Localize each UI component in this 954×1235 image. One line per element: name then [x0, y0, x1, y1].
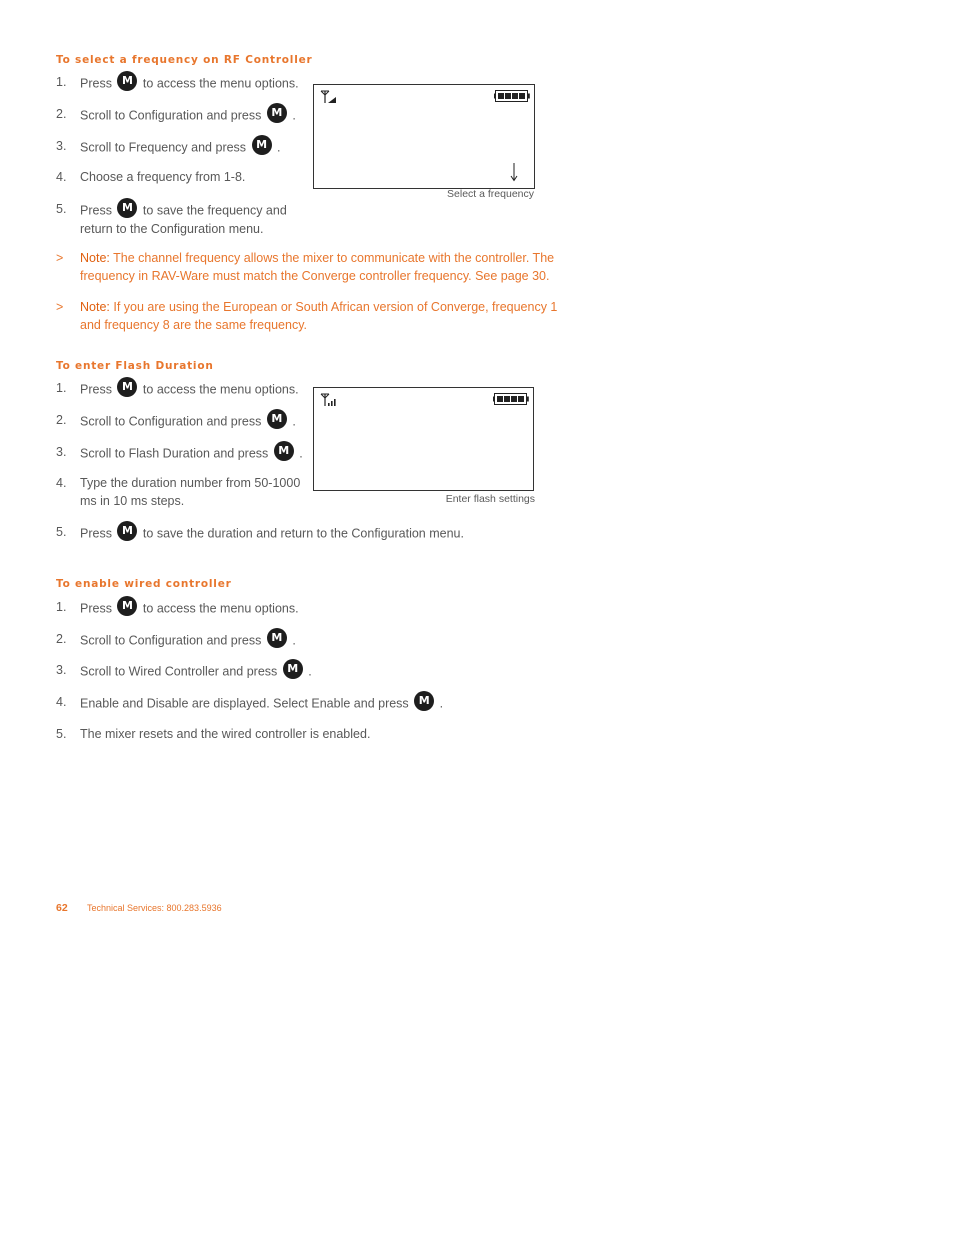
step-number: 4.	[56, 476, 67, 490]
step-number: 1.	[56, 381, 67, 395]
step-number: 3.	[56, 663, 67, 677]
screen-caption: Select a frequency	[447, 188, 534, 200]
step-number: 5.	[56, 727, 67, 741]
step-text: .	[299, 446, 303, 461]
step-text: Press	[80, 526, 112, 541]
step-text: Press	[80, 203, 112, 218]
step-number: 1.	[56, 75, 67, 89]
m-button-icon: M	[267, 409, 287, 429]
note-text: The channel frequency allows the mixer to communicate with the controller. The	[109, 251, 555, 265]
step-text: Scroll to Configuration and press	[80, 108, 262, 123]
step-text: .	[292, 633, 296, 648]
screen-caption: Enter flash settings	[445, 493, 535, 505]
section-heading-flash-duration: To enter Flash Duration	[56, 360, 214, 372]
step-text: Choose a frequency from 1-8.	[80, 170, 246, 184]
step-text: Enable and Disable are displayed. Select Enable and press	[80, 696, 409, 711]
m-button-icon: M	[274, 441, 294, 461]
step-text: to access the menu options.	[142, 76, 299, 91]
step-text: to save the duration and return to the Configuration menu.	[142, 526, 464, 541]
m-button-icon: M	[252, 135, 272, 155]
step-text: Press	[80, 382, 112, 397]
footer-contact: Technical Services: 800.283.5936	[87, 903, 222, 913]
page-number: 62	[56, 902, 68, 914]
step-text-continued: ms in 10 ms steps.	[80, 493, 185, 508]
section-heading-wired-controller: To enable wired controller	[56, 578, 232, 590]
m-button-icon: M	[117, 377, 137, 397]
note-marker: >	[56, 300, 64, 314]
battery-icon	[493, 393, 529, 405]
step-number: 4.	[56, 695, 67, 709]
step-number: 5.	[56, 525, 67, 539]
note-marker: >	[56, 251, 64, 265]
step-text: Press	[80, 76, 112, 91]
step-text: Scroll to Frequency and press	[80, 140, 247, 155]
section-heading-frequency: To select a frequency on RF Controller	[56, 54, 313, 66]
note-label: Note:	[80, 300, 110, 314]
step-text: Scroll to Wired Controller and press	[80, 664, 278, 679]
step-text: Scroll to Flash Duration and press	[80, 446, 269, 461]
antenna-signal-icon	[320, 90, 338, 104]
step-text: to access the menu options.	[142, 601, 299, 616]
step-number: 4.	[56, 170, 67, 184]
step-text: to access the menu options.	[142, 382, 299, 397]
battery-icon	[494, 90, 530, 102]
step-number: 3.	[56, 445, 67, 459]
step-text: .	[308, 664, 312, 679]
m-button-icon: M	[414, 691, 434, 711]
down-arrow-icon	[510, 162, 518, 182]
lcd-screen-frequency	[313, 84, 535, 189]
m-button-icon: M	[117, 198, 137, 218]
note-text: If you are using the European or South African version of Converge, frequency 1	[109, 300, 558, 314]
step-text: to save the frequency and	[142, 203, 287, 218]
note-text-continued: and frequency 8 are the same frequency.	[80, 317, 307, 332]
note-text-continued: frequency in RAV-Ware must match the Converge controller frequency. See page 30.	[80, 268, 550, 283]
antenna-signal-icon	[320, 393, 338, 407]
step-text: .	[292, 108, 296, 123]
step-number: 5.	[56, 202, 67, 216]
note-label: Note:	[80, 251, 110, 265]
step-text: The mixer resets and the wired controller is enabled.	[80, 727, 371, 741]
step-number: 2.	[56, 107, 67, 121]
step-number: 1.	[56, 600, 67, 614]
step-text: .	[439, 696, 444, 711]
step-text: Type the duration number from 50-1000	[80, 476, 301, 490]
m-button-icon: M	[117, 71, 137, 91]
m-button-icon: M	[117, 521, 137, 541]
lcd-screen-flash	[313, 387, 534, 491]
m-button-icon: M	[117, 596, 137, 616]
m-button-icon: M	[267, 628, 287, 648]
step-text-continued: return to the Configuration menu.	[80, 222, 264, 236]
m-button-icon: M	[283, 659, 303, 679]
m-button-icon: M	[267, 103, 287, 123]
step-text: Scroll to Configuration and press	[80, 414, 262, 429]
step-text: .	[292, 414, 296, 429]
step-number: 2.	[56, 413, 67, 427]
step-text: .	[277, 140, 281, 155]
step-text: Press	[80, 601, 112, 616]
step-number: 2.	[56, 632, 67, 646]
step-text: Scroll to Configuration and press	[80, 633, 262, 648]
step-number: 3.	[56, 139, 67, 153]
